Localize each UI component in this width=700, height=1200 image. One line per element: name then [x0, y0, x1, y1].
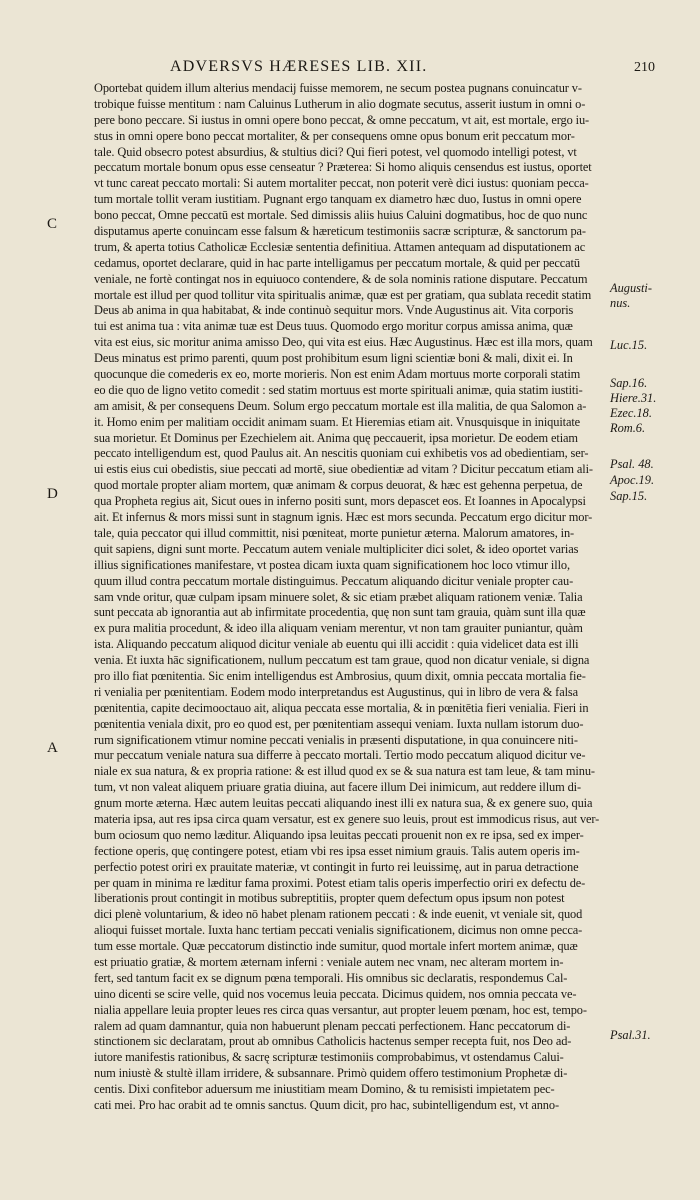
text-line: eo die quo de ligno vetito comedit : sed statim mortuus est morte spirituali animæ, quia statim iustiti- — [94, 382, 583, 397]
text-line: gnum morte æterna. Hæc autem leuitas peccati aliquando inest illi ex natura sua, & ex genere suo, quia — [94, 796, 593, 811]
margin-letter-c: C — [47, 216, 58, 232]
marginal-note: Hiere.31. — [610, 391, 657, 405]
marginal-note: Luc.15. — [610, 338, 648, 352]
text-line: trum, & aperta totius Catholicæ Ecclesiæ sententia definitiua. Attamen antequam ad disputationem ac — [94, 239, 586, 254]
text-line: niale ex sua natura, & ex propria ratione: & est illud quod ex se & sua natura est tam leue, & tam minu- — [94, 764, 595, 779]
text-line: quod mortale propter aliam mortem, quæ animam & corpus deuorat, & hæc est gehenna perpetua, de — [94, 478, 583, 493]
marginal-note: Sap.16. — [610, 376, 648, 390]
text-line: uino dicenti se scire velle, quid nos vocemus leuia peccata. Dicimus quidem, nos omnia peccata ve- — [94, 986, 577, 1001]
text-line: materia ipsa, aut res ipsa circa quam versatur, est ex genere suo leuis, prout est immodicus risus, aut ver- — [94, 811, 600, 826]
marginal-note: Augusti- — [610, 281, 652, 295]
text-line: pœnitentia, capite decimooctauo ait, aliqua peccata esse mortalia, & in pœnitētia fieri venialia. Fieri in — [94, 700, 589, 715]
text-line: quocunque die comederis ex eo, morte morieris. Non est enim Adam mortuus morte corporali statim — [94, 367, 581, 382]
text-line: qua Propheta regius ait, Sicut oues in inferno positi sunt, mors depascet eos. Et Ioannes in Apocalypsi — [94, 494, 586, 509]
page-number: 210 — [634, 60, 655, 75]
text-line: per quam in minima re læditur fama proximi. Potest etiam talis operis imperfectio oriri ex defectu de- — [94, 875, 586, 890]
marginal-note: Apoc.19. — [610, 473, 655, 487]
text-line: liberationis prout contingit in motibus subreptitiis, propter quem defectum opus ipsum non potest — [94, 891, 565, 906]
marginal-note: Rom.6. — [610, 421, 646, 435]
text-line: rum significationem vtimur nomine peccati venialis in præsenti disputatione, in qua conuincere niti- — [94, 732, 578, 747]
marginal-note: Ezec.18. — [610, 406, 652, 420]
text-line: tum esse mortale. Quæ peccatorum distinctio inde sumitur, quod mortale infert mortem animæ, quæ — [94, 939, 578, 954]
text-line: pere bono peccare. Si iustus in omni opere bono peccat, & omne peccatum, vt ait, est mortale, ergo iu- — [94, 112, 590, 127]
marginal-note: Psal. 48. — [610, 457, 654, 471]
text-line: iutore manifestis rationibus, & sacrę scripturæ testimoniis comprobabimus, vt ostendamus Calui- — [94, 1050, 564, 1065]
text-line: cedamus, oportet declarare, quid in hac parte intelligamus per peccatum mortale, & quid per peccatū — [94, 255, 580, 270]
text-line: pro illo fiat pœnitentia. Sic enim intelligendus est Ambrosius, quum dixit, omnia peccata mortalia fie- — [94, 668, 586, 683]
marginal-note: Sap.15. — [610, 489, 648, 503]
text-line: sunt peccata ab ignorantia aut ab infirmitate procedentia, quę non sunt tam grauia, quàm sunt illa quæ — [94, 605, 586, 620]
text-line: perfectio potest oriri ex prauitate materiæ, vt contingit in furto rei leuissimę, aut in parua detractione — [94, 859, 579, 874]
text-line: ri venialia per pœnitentiam. Eodem modo interpretandus est Augustinus, qui in libro de vera & falsa — [94, 684, 578, 699]
text-line: ista. Aliquando peccatum aliquod dicitur veniale ab euentu qui illi accidit : quia videlicet data est illi — [94, 637, 579, 652]
text-line: pœnitentia veniala dixit, pro eo quod est, per pœnitentiam assequi veniam. Iuxta nullam istorum duo- — [94, 716, 584, 731]
text-line: am amisit, & per consequens Deum. Solum ergo peccatum mortale est illa malitia, de qua Salomon a- — [94, 398, 587, 413]
text-line: tui est anima tua : vita animæ tuæ est Deus tuus. Quomodo ergo moritur corpus amissa anima, quæ — [94, 319, 573, 334]
text-line: ex pura malitia procedunt, & ideo illa aliquam veniam merentur, vt non tam grauiter puniantur, quàm — [94, 621, 583, 636]
text-line: est priuatio gratiæ, & mortem æternam inferni : veniale autem nec vnam, nec alteram mortem in- — [94, 954, 564, 969]
page-header — [0, 58, 700, 78]
text-line: vt tunc careat peccato mortali: Si autem mortaliter peccat, non poterit verè dici iustus: quoniam pecca- — [94, 176, 589, 191]
text-line: quit sapiens, digni sunt morte. Peccatum autem veniale multipliciter dici solet, & ideo oportet varias — [94, 541, 579, 556]
text-line: quum illud contra peccatum mortale distinguimus. Peccatum aliquando dicitur veniale propter cau- — [94, 573, 574, 588]
margin-letter-a: A — [47, 740, 58, 756]
text-line: tale, quia peccator qui illud committit, nisi pœniteat, morte punietur æterna. Malorum amatores, in- — [94, 525, 575, 540]
text-line: centis. Dixi confitebor aduersum me iniustitiam meam Domino, & tu remisisti impietatem pec- — [94, 1082, 555, 1097]
text-line: nialia appellare leuia propter leues res circa quas versantur, aut propter leuem pœnam, hoc est, tempo- — [94, 1002, 587, 1017]
text-line: Deus ab anima in qua habitabat, & inde continuò sequitur mors. Vnde Augustinus ait. Vita corporis — [94, 303, 574, 318]
marginal-note: nus. — [610, 296, 631, 310]
text-line: sam vnde oritur, quæ culpam ipsam minuere solet, & sic etiam præbet aliquam rationem veniæ. Talia — [94, 589, 583, 604]
text-line: stus in omni opere bono peccat mortaliter, & per consequens omne opus bonum erit peccatum mor- — [94, 128, 575, 143]
text-line: dici plenè voluntarium, & ideo nō habet plenam rationem peccati : & inde euenit, vt veniale sit, quod — [94, 907, 583, 922]
text-line: disputamus aperte conuincam esse falsum & hæreticum testimoniis sacræ scripturæ, & sanctorum pa- — [94, 224, 586, 239]
text-line: venia. Et iuxta hāc significationem, nullum peccatum est tam graue, quod non dicatur veniale, si digna — [94, 653, 590, 668]
text-line: stinctionem sic declaratam, prout ab omnibus Catholicis hactenus semper recepta fuit, nos Deo ad- — [94, 1034, 572, 1049]
margin-letter-d: D — [47, 486, 58, 502]
text-line: alioqui fuisset mortale. Iuxta hanc tertiam peccati venialis significationem, dicimus non omne pecca- — [94, 923, 583, 938]
text-line: num iniustè & stultè illam irridere, & subsannare. Primò quidem offero testimonium Prophetæ di- — [94, 1066, 568, 1081]
text-line: sua morietur. Et Dominus per Ezechielem ait. Anima quę peccauerit, ipsa morietur. De eodem etiam — [94, 430, 578, 445]
text-line: veniale, ne fortè contingat nos in equiuoco contendere, & de sola nominis ratione disputare. Peccatum — [94, 271, 588, 286]
marginal-note: Psal.31. — [610, 1028, 651, 1042]
text-line: fert, sed tantum facit ex se dignum pœna temporali. His omnibus sic declaratis, respondemus Cal- — [94, 970, 568, 985]
text-line: ait. Et infernus & mors missi sunt in stagnum ignis. Hæc est mors secunda. Peccatum ergo dicitur mor- — [94, 510, 593, 525]
text-line: bono peccat, Omne peccatū est mortale. Sed dimissis aliis huius Caluini dogmatibus, hoc de quo nunc — [94, 208, 588, 223]
body-text — [94, 81, 604, 1114]
text-line: fectione operis, quę contingere potest, etiam vbi res ipsa esset nimium grauis. Talis autem operis im- — [94, 843, 580, 858]
text-line: bum ociosum quo nemo læditur. Aliquando ipsa leuitas peccati prouenit non ex re ipsa, sed ex imper- — [94, 827, 584, 842]
text-line: ralem ad quam damnantur, quia non habuerunt plenam peccati perfectionem. Hanc peccatorum di- — [94, 1018, 571, 1033]
text-line: trobique fuisse mentitum : nam Caluinus Lutherum in alio dogmate secutus, asserit iustum in omni o- — [94, 96, 586, 111]
text-line: tale. Quid obsecro potest absurdius, & stultius dici? Qui fieri potest, vel quomodo intelligi potest, vt — [94, 144, 577, 159]
text-line: illius significationes manifestare, vt postea dicam iuxta quam significationem hoc loco vtimur illo, — [94, 557, 570, 572]
text-line: ui estis eius cui obedistis, siue peccati ad mortē, siue obedientiæ ad vitam ? Dicitur peccatum etiam ali- — [94, 462, 593, 477]
text-line: peccatum mortale bonum opus esse censeatur ? Præterea: Si homo aliquis censendus est iustus, oportet — [94, 160, 592, 175]
text-line: cati mei. Pro hac orabit ad te omnis sanctus. Quum dicit, pro hac, subintelligendum est, vt anno- — [94, 1098, 559, 1112]
running-head: ADVERSVS HÆRESES LIB. XII. — [170, 58, 428, 75]
text-line: it. Homo enim per malitiam occidit animam suam. Et Hieremias etiam ait. Vnusquisque in iniquitate — [94, 414, 581, 429]
text-line: peccato intelligendum est, quod Paulus ait. An nescitis quoniam cui exhibetis vos ad obedientiam, ser- — [94, 446, 589, 461]
text-line: Oportebat quidem illum alterius mendacij fuisse memorem, ne secum postea pugnans conuincatur v- — [94, 81, 582, 95]
text-line: vita est eius, sic moritur anima amisso Deo, qui vita est eius. Hæc Augustinus. Hæc est illa mors, quam — [94, 335, 593, 350]
text-line: tum, vt non valeat aliquem priuare gratia diuina, aut facere illum Dei inimicum, aut reddere illum di- — [94, 780, 582, 795]
text-line: tum mortale tollit veram iustitiam. Pugnant ergo tanquam ex diametro hæc duo, Iustus in omni opere — [94, 192, 582, 207]
text-line: mur peccatum veniale natura sua differre à peccato mortali. Tertio modo peccatum aliquod dicitur ve- — [94, 748, 586, 763]
text-line: mortale est illud per quod tollitur vita spiritualis animæ, quæ est per gratiam, qua sublata recedit statim — [94, 287, 592, 302]
text-line: Deus minatus est primo parenti, quum post prohibitum esum ligni scientiæ boni & mali, dixit ei. In — [94, 351, 573, 366]
